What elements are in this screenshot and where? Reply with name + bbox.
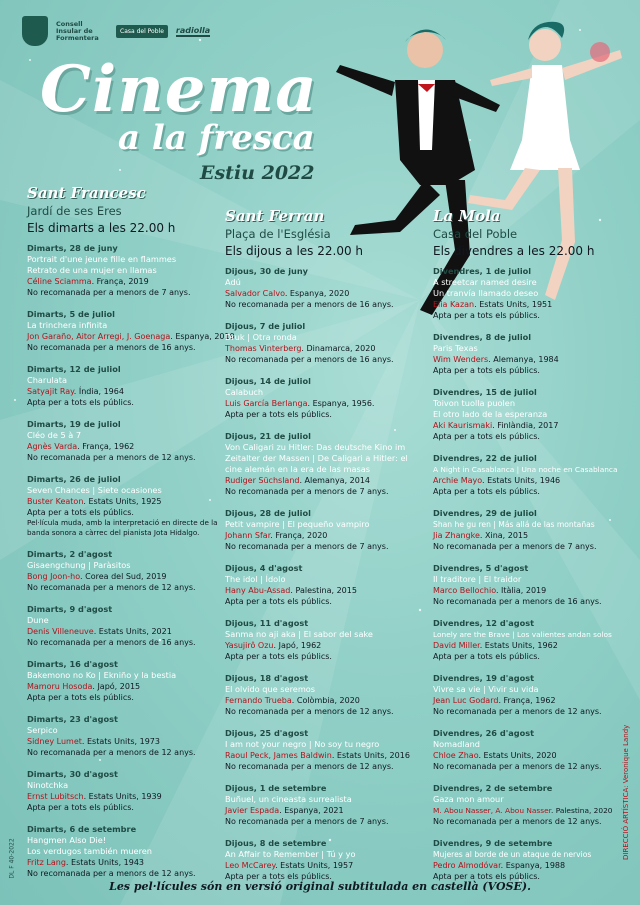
film-title: Ninotchka [27, 780, 69, 790]
age-rating: Apta per a tots els públics. [433, 366, 540, 375]
column-la-mola [433, 207, 633, 893]
screening-date: Dijous, 14 de juliol [225, 376, 311, 386]
screening-date: Divendres, 22 de juliol [433, 453, 537, 463]
screening-date: Divendres, 5 d'agost [433, 563, 529, 573]
film-title: Los verdugos también mueren [27, 846, 152, 856]
country-year: . Japó, 2015 [92, 682, 141, 691]
screening-date: Divendres, 1 de juliol [433, 266, 532, 276]
age-rating: No recomanada per a menors de 12 anys. [27, 748, 196, 757]
film-title: Un tranvía llamado deseo [433, 288, 539, 298]
country-year: . Estats Units, 1925 [83, 497, 162, 506]
place-title: Sant Francesc [27, 184, 146, 202]
age-rating: No recomanada per a menors de 12 anys. [225, 762, 394, 771]
film-title: Gaza mon amour [433, 794, 504, 804]
director-name: Bong Joon-ho [27, 572, 81, 581]
director-line [27, 626, 227, 637]
film-title: Petit vampire | El pequeño vampiro [225, 519, 370, 529]
screening-date: Dijous, 30 de juny [225, 266, 309, 276]
director-line [225, 343, 425, 354]
film-title: Gisaengchung | Paràsitos [27, 560, 131, 570]
director-name: Satyajit Ray [27, 387, 74, 396]
screening-date: Dimarts, 23 d'agost [27, 714, 118, 724]
director-name: Pedro Almodóvar [433, 861, 501, 870]
country-year: . França, 2019 [91, 277, 149, 286]
director-line [433, 354, 633, 365]
screening-entry [27, 364, 227, 408]
screening-date: Divendres, 8 de juliol [433, 332, 532, 342]
country-year: . Corea del Sud, 2019 [80, 572, 167, 581]
director-name: Javier Espada [225, 806, 280, 815]
screening-date: Divendres, 26 d'agost [433, 728, 535, 738]
screening-entry [27, 474, 227, 538]
screening-entry [433, 783, 633, 827]
screening-date: Divendres, 12 d'agost [433, 618, 535, 628]
director-line [27, 386, 227, 397]
place-title: La Mola [433, 207, 501, 225]
age-rating: No recomanada per a menors de 12 anys. [27, 453, 196, 462]
screening-entry [225, 431, 425, 497]
country-year: . Índia, 1964 [73, 387, 124, 396]
age-rating: Apta per a tots els públics. [27, 508, 134, 517]
country-year: . Itàlia, 2019 [495, 586, 547, 595]
country-year: . Alemanya, 1984 [488, 355, 559, 364]
director-name: Ernst Lubitsch [27, 792, 84, 801]
screening-entry [225, 618, 425, 662]
film-title: Dune [27, 615, 49, 625]
director-name: Yasujirô Ozu [225, 641, 274, 650]
director-name: Marco Bellochio [433, 586, 496, 595]
screening-date: Divendres, 29 de juliol [433, 508, 537, 518]
screening-entry [433, 453, 633, 497]
director-line [225, 475, 425, 486]
director-name: Wim Wenders [433, 355, 489, 364]
director-line [27, 441, 227, 452]
film-title: Lonely are the Brave | Los valientes andan solos [433, 630, 612, 639]
screening-entry [225, 728, 425, 772]
title-season: Estiu 2022 [200, 162, 315, 184]
director-name: Fritz Lang [27, 858, 66, 867]
director-line [433, 695, 633, 706]
age-rating: Apta per a tots els públics. [433, 432, 540, 441]
film-title: Cléo de 5 à 7 [27, 430, 82, 440]
film-title: The idol | Ídolo [225, 574, 286, 584]
screening-date: Dimarts, 28 de juny [27, 243, 118, 253]
director-name: Thomas Vinterberg [225, 344, 302, 353]
screening-date: Divendres, 2 de setembre [433, 783, 553, 793]
venue: Plaça de l'Església [225, 227, 331, 241]
age-rating: Apta per a tots els públics. [225, 872, 332, 881]
director-line [433, 299, 633, 310]
country-year: . Estats Units, 1943 [65, 858, 145, 867]
art-direction-credit: DIRECCIÓ ARTÍSTICA: Veronique Landy [622, 724, 630, 860]
director-name: Sidney Lumet [27, 737, 82, 746]
title-cinema: Cinema [40, 52, 318, 127]
age-rating: No recomanada per a menors de 12 anys. [27, 869, 196, 878]
age-rating: No recomanada per a menors de 16 anys. [225, 355, 394, 364]
screening-date: Dijous, 8 de setembre [225, 838, 327, 848]
screening-entry [27, 604, 227, 648]
director-name: Luis García Berlanga [225, 399, 308, 408]
film-title: Vivre sa vie | Vivir su vida [433, 684, 539, 694]
film-title: cine alemán en la era de las masas [225, 464, 371, 474]
screening-entry [27, 659, 227, 703]
director-line [433, 530, 633, 541]
film-title: El otro lado de la esperanza [433, 409, 548, 419]
venue: Casa del Poble [433, 227, 518, 241]
screening-entry [433, 387, 633, 442]
screening-entry [225, 563, 425, 607]
country-year: . Estats Units, 1946 [482, 476, 561, 485]
screening-note: Pel·lícula muda, amb la interpretació en directe de la banda sonora a càrrec del pianista Jota Hidalgo. [27, 518, 218, 537]
screening-date: Dimarts, 12 de juliol [27, 364, 121, 374]
director-line [225, 860, 425, 871]
film-title: Calabuch [225, 387, 264, 397]
country-year: . Estats Units, 2020 [478, 751, 557, 760]
age-rating: Apta per a tots els públics. [433, 872, 540, 881]
director-line [27, 791, 227, 802]
screening-date: Dijous, 25 d'agost [225, 728, 309, 738]
casa-del-poble-logo: Casa del Poble [116, 25, 168, 38]
screening-date: Dimarts, 26 de juliol [27, 474, 121, 484]
director-name: Raoul Peck, James Baldwin [225, 751, 332, 760]
country-year: . Estats Units, 1957 [275, 861, 354, 870]
screening-entry [433, 618, 633, 662]
film-title: Sanma no aji aka | El sabor del sake [225, 629, 373, 639]
film-title: Il traditore | El traidor [433, 574, 522, 584]
film-title: I am not your negro | No soy tu negro [225, 739, 380, 749]
screening-date: Dijous, 4 d'agost [225, 563, 303, 573]
age-rating: Apta per a tots els públics. [27, 803, 134, 812]
venue: Jardí de ses Eres [27, 204, 122, 218]
film-title: Retrato de una mujer en llamas [27, 265, 157, 275]
film-title: Von Caligari zu Hitler: Das deutsche Kino im [225, 442, 406, 452]
film-title: Nomadland [433, 739, 481, 749]
age-rating: Apta per a tots els públics. [27, 693, 134, 702]
screening-date: Dijous, 28 de juliol [225, 508, 311, 518]
film-title: An Affair to Remember | Tú y yo [225, 849, 356, 859]
country-year: . Estats Units, 2021 [93, 627, 172, 636]
screening-date: Divendres, 19 d'agost [433, 673, 535, 683]
schedule: Els divendres a les 22.00 h [433, 244, 595, 258]
director-line [433, 585, 633, 596]
director-line [433, 860, 633, 871]
screening-date: Dimarts, 6 de setembre [27, 824, 137, 834]
screening-entry [433, 838, 633, 882]
country-year: . Japó, 1962 [273, 641, 322, 650]
screening-entry [27, 714, 227, 758]
age-rating: No recomanada per a menors de 7 anys. [225, 817, 389, 826]
column-sant-ferran [225, 207, 425, 893]
director-name: Archie Mayo [433, 476, 483, 485]
country-year: . Estats Units, 1962 [479, 641, 558, 650]
screening-entry [225, 673, 425, 717]
film-title: Shan he gu ren | Más allá de las montañas [433, 520, 595, 529]
screening-entry [27, 549, 227, 593]
film-title: Buñuel, un cineasta surrealista [225, 794, 352, 804]
director-line [225, 640, 425, 651]
country-year: . Colòmbia, 2020 [291, 696, 360, 705]
screening-entry [225, 838, 425, 882]
logos-bar [22, 14, 210, 48]
country-year: . Xina, 2015 [479, 531, 529, 540]
age-rating: Apta per a tots els públics. [433, 311, 540, 320]
screening-entry [225, 376, 425, 420]
country-year: . Espanya, 2019 [170, 332, 235, 341]
age-rating: No recomanada per a menors de 12 anys. [225, 707, 394, 716]
film-title: Toivon tuolla puolen [433, 398, 516, 408]
director-line [27, 681, 227, 692]
film-title: Seven Chances | Siete ocasiones [27, 485, 162, 495]
director-line [27, 857, 227, 868]
director-name: Denis Villeneuve [27, 627, 94, 636]
director-line [433, 805, 633, 816]
director-name: Jia Zhangke [433, 531, 480, 540]
legal-deposit: DL F 40-2022 [8, 838, 16, 879]
age-rating: No recomanada per a menors de 16 anys. [433, 597, 602, 606]
country-year: . Palestina, 2015 [290, 586, 357, 595]
screening-entry [225, 321, 425, 365]
director-name: Elia Kazan [433, 300, 475, 309]
country-year: . França, 1962 [498, 696, 556, 705]
title-a-la-fresca: a la fresca [118, 118, 315, 158]
director-line [225, 398, 425, 409]
screening-entry [27, 824, 227, 879]
director-name: Mamoru Hosoda [27, 682, 93, 691]
country-year: . Espanya, 2020 [284, 289, 350, 298]
footer-note: Les pel·lícules són en versió original subtitulada en castellà (VOSE). [109, 880, 531, 893]
screening-entry [433, 563, 633, 607]
screening-entry [433, 673, 633, 717]
film-title: Bakemono no Ko | Ekniño y la bestia [27, 670, 177, 680]
age-rating: No recomanada per a menors de 12 anys. [433, 707, 602, 716]
screening-date: Dijous, 11 d'agost [225, 618, 309, 628]
crest-logo [22, 16, 48, 46]
film-title: Serpico [27, 725, 58, 735]
film-title: Adú [225, 277, 241, 287]
country-year: . Dinamarca, 2020 [301, 344, 376, 353]
film-title: Paris Texas [433, 343, 478, 353]
director-name: David Miller [433, 641, 480, 650]
director-name: Salvador Calvo [225, 289, 285, 298]
screening-entry [225, 783, 425, 827]
director-line [433, 750, 633, 761]
country-year: . Espanya, 2021 [279, 806, 344, 815]
consell-logo-text: Consell Insular de Formentera [56, 19, 99, 42]
director-line [225, 750, 425, 761]
screening-entry [225, 266, 425, 310]
screening-entry [225, 508, 425, 552]
screening-entry [27, 769, 227, 813]
age-rating: Apta per a tots els públics. [225, 597, 332, 606]
country-year: . França, 1962 [77, 442, 135, 451]
director-name: M. Abou Nasser, A. Abou Nasser [433, 806, 552, 815]
screening-date: Dimarts, 2 d'agost [27, 549, 113, 559]
age-rating: Apta per a tots els públics. [225, 410, 332, 419]
screening-date: Dijous, 7 de juliol [225, 321, 306, 331]
age-rating: No recomanada per a menors de 7 anys. [225, 542, 389, 551]
country-year: . França, 2020 [270, 531, 328, 540]
director-line [433, 475, 633, 486]
schedule: Els dimarts a les 22.00 h [27, 221, 176, 235]
director-name: Fernando Trueba [225, 696, 292, 705]
director-line [225, 530, 425, 541]
schedule: Els dijous a les 22.00 h [225, 244, 364, 258]
country-year: . Alemanya, 2014 [299, 476, 371, 485]
film-title: A Night in Casablanca | Una noche en Casablanca [433, 465, 618, 474]
screening-entry [27, 243, 227, 298]
screening-date: Dimarts, 16 d'agost [27, 659, 118, 669]
screening-date: Divendres, 9 de setembre [433, 838, 553, 848]
director-name: Céline Sciamma [27, 277, 92, 286]
director-name: Jon Garaño, Aitor Arregi, J. Goenaga [27, 332, 171, 341]
screening-entry [433, 266, 633, 321]
screening-date: Dimarts, 30 d'agost [27, 769, 118, 779]
director-line [225, 805, 425, 816]
screening-entry [27, 309, 235, 353]
age-rating: No recomanada per a menors de 12 anys. [433, 817, 602, 826]
country-year: . Palestina, 2020 [551, 806, 613, 815]
director-line [225, 288, 425, 299]
screening-entry [433, 728, 633, 772]
film-title: Druk | Otra ronda [225, 332, 297, 342]
country-year: . Finlàndia, 2017 [492, 421, 559, 430]
age-rating: No recomanada per a menors de 7 anys. [225, 487, 389, 496]
director-name: Agnès Varda [27, 442, 78, 451]
director-line [27, 571, 227, 582]
country-year: . Estats Units, 2016 [331, 751, 410, 760]
country-year: . Estats Units, 1951 [474, 300, 553, 309]
screening-entry [27, 419, 227, 463]
director-name: Leo McCarey [225, 861, 276, 870]
screening-date: Dimarts, 5 de juliol [27, 309, 115, 319]
film-title: Zeitalter der Massen | De Caligari a Hitler: el [225, 453, 408, 463]
country-year: . Espanya, 1988 [500, 861, 566, 870]
film-title: El olvido que seremos [225, 684, 316, 694]
country-year: . Estats Units, 1939 [83, 792, 162, 801]
age-rating: No recomanada per a menors de 7 anys. [433, 542, 597, 551]
director-line [433, 420, 633, 431]
country-year: . Estats Units, 1973 [81, 737, 160, 746]
director-name: Chloe Zhao [433, 751, 479, 760]
director-line [27, 496, 227, 507]
director-name: Aki Kaurismaki [433, 421, 493, 430]
director-name: Jean Luc Godard [433, 696, 499, 705]
age-rating: No recomanada per a menors de 16 anys. [225, 300, 394, 309]
screening-date: Dimarts, 19 de juliol [27, 419, 121, 429]
film-title: Portrait d'une jeune fille en flammes [27, 254, 177, 264]
screening-entry [433, 508, 633, 552]
screening-date: Dijous, 21 de juliol [225, 431, 311, 441]
director-line [27, 736, 227, 747]
director-line [27, 276, 227, 287]
film-title: Hangmen Also Die! [27, 835, 107, 845]
film-title: La trinchera infinita [27, 320, 108, 330]
radio-logo: radiolla [175, 25, 211, 35]
place-title: Sant Ferran [225, 207, 325, 225]
screening-date: Divendres, 15 de juliol [433, 387, 537, 397]
film-title: A streetcar named desire [433, 277, 537, 287]
director-name: Hany Abu-Assad [225, 586, 291, 595]
age-rating: No recomanada per a menors de 7 anys. [27, 288, 191, 297]
director-name: Johann Sfar [225, 531, 271, 540]
director-name: Rudiger Süchsland [225, 476, 300, 485]
director-name: Buster Keaton [27, 497, 84, 506]
age-rating: No recomanada per a menors de 16 anys. [27, 638, 196, 647]
age-rating: Apta per a tots els públics. [225, 652, 332, 661]
film-title: Charulata [27, 375, 67, 385]
screening-date: Dijous, 1 de setembre [225, 783, 327, 793]
director-line [27, 331, 235, 342]
director-line [225, 585, 425, 596]
screening-date: Dimarts, 9 d'agost [27, 604, 113, 614]
age-rating: No recomanada per a menors de 16 anys. [27, 343, 196, 352]
age-rating: Apta per a tots els públics. [27, 398, 134, 407]
screening-date: Dijous, 18 d'agost [225, 673, 309, 683]
director-line [225, 695, 425, 706]
film-title: Mujeres al borde de un ataque de nervios [433, 850, 592, 859]
screening-entry [433, 332, 633, 376]
country-year: . Espanya, 1956. [307, 399, 375, 408]
age-rating: No recomanada per a menors de 12 anys. [27, 583, 196, 592]
age-rating: Apta per a tots els públics. [433, 487, 540, 496]
age-rating: Apta per a tots els públics. [433, 652, 540, 661]
director-line [433, 640, 633, 651]
age-rating: No recomanada per a menors de 12 anys. [433, 762, 602, 771]
